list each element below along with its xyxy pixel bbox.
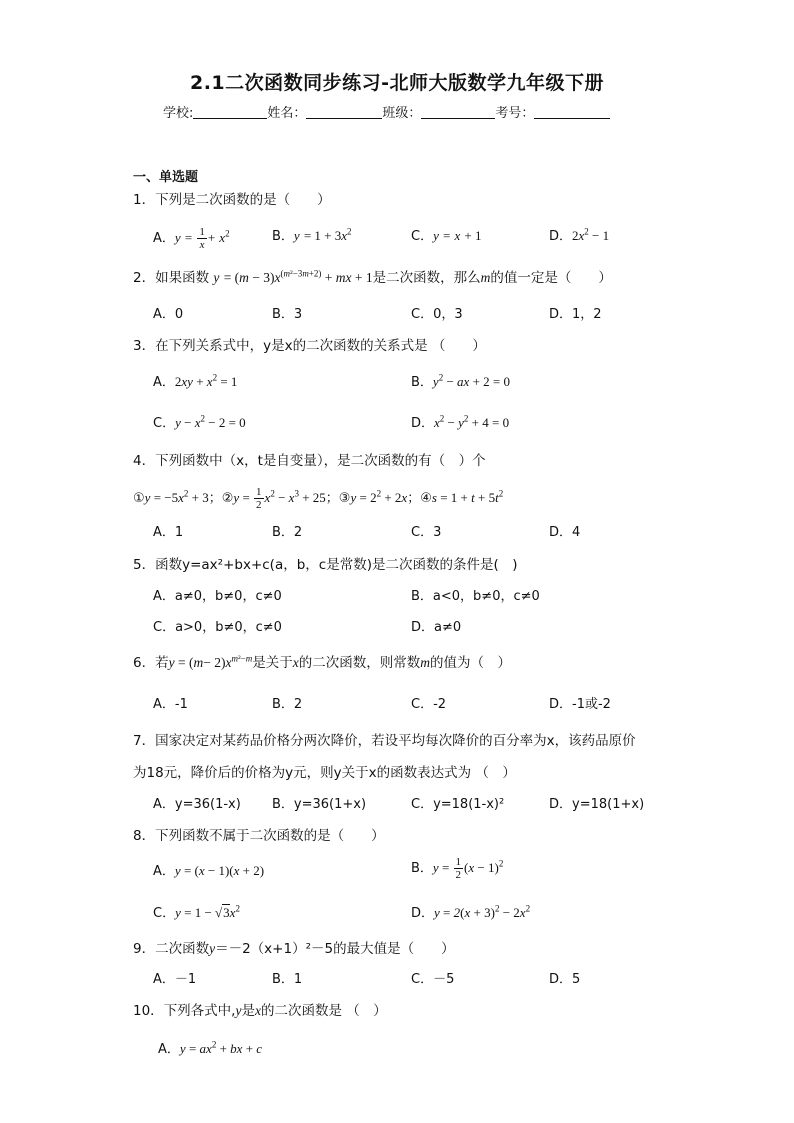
question-10: 10．下列各式中,y是x的二次函数是 （ ） — [133, 1003, 387, 1019]
option-2d[interactable]: D．1，2 — [549, 307, 602, 322]
option-label: A． — [153, 375, 175, 390]
school-blank[interactable] — [193, 104, 267, 119]
question-text: 在下列关系式中，y是x的二次函数的关系式是 （ ） — [155, 338, 486, 354]
option-5d[interactable]: D．a≠0 — [411, 620, 462, 635]
question-text: 的值为（ ） — [429, 655, 511, 671]
option-label: B． — [272, 229, 294, 244]
question-text: 下列函数不属于二次函数的是（ ） — [155, 828, 385, 844]
item-1: ①y = $-5x^2 + 3$ — [133, 488, 209, 506]
class-blank[interactable] — [421, 104, 495, 119]
option-1a[interactable]: A．y = $\frac{1}{x}$ + $x^2$ — [153, 226, 230, 251]
option-3d[interactable]: D．$x^2 - y^2 + 4 = 0$ — [411, 413, 510, 431]
option-4b[interactable]: B．2 — [272, 525, 303, 540]
option-2a[interactable]: A．0 — [153, 307, 184, 322]
exam-no-blank[interactable] — [534, 104, 610, 119]
class-label: 班级： — [382, 106, 422, 121]
question-1 — [133, 190, 331, 210]
question-text: 国家决定对某药品价格分两次降价，若设平均每次降价的百分率为x，该药品原价 — [155, 733, 636, 749]
option-label: C． — [153, 416, 176, 431]
question-4 — [133, 451, 486, 471]
item-4: ④s = $1 + t + 5t^2$ — [420, 488, 504, 506]
option-7b[interactable]: B．y=36(1+x) — [272, 797, 367, 812]
question-number: 9． — [133, 941, 156, 957]
question-text: 二次函数 — [155, 941, 210, 957]
option-6a[interactable]: A．-1 — [153, 697, 188, 712]
question-5 — [133, 555, 518, 575]
question-text: 函数y=ax²+bx+c(a，b，c是常数)是二次函数的条件是( ) — [155, 557, 518, 573]
option-6b[interactable]: B．2 — [272, 697, 303, 712]
option-label: A． — [153, 864, 175, 879]
option-label: C． — [411, 229, 434, 244]
question-text: 若 — [155, 655, 169, 671]
option-9d[interactable]: D．5 — [549, 972, 581, 987]
option-label: D． — [411, 906, 435, 921]
option-label: D． — [411, 416, 435, 431]
option-label: B． — [411, 375, 433, 390]
option-label: A． — [153, 231, 175, 246]
question-text: 的值一定是（ ） — [490, 270, 612, 286]
option-8c[interactable]: C．$y = 1 - √3x^2$ — [153, 903, 240, 921]
option-4a[interactable]: A．1 — [153, 525, 184, 540]
option-label: C． — [153, 906, 176, 921]
question-2: 2．如果函数 $y = (m - 3)x^{(m^2-3m+2)}$ + mx + 1是二次函数，那么m的值一定是（ ） — [133, 268, 612, 286]
question-text: 下列各式中, — [163, 1003, 236, 1019]
question-text: ＝－2（x+1）²－5的最大值是（ ） — [215, 941, 455, 957]
option-5c[interactable]: C．a>0，b≠0，c≠0 — [153, 620, 282, 635]
option-10a[interactable]: A．$y = ax^2$ + bx + c — [158, 1039, 263, 1057]
question-number: 8． — [133, 828, 156, 844]
name-label: 姓名： — [267, 106, 307, 121]
option-1d[interactable]: D．$2x^2 - 1$ — [549, 226, 610, 244]
item-3: ③y = $2^2 + 2x$ — [338, 488, 408, 506]
option-7a[interactable]: A．y=36(1-x) — [153, 797, 241, 812]
school-label: 学校: — [163, 106, 194, 121]
question-text: 下列是二次函数的是（ ） — [155, 192, 331, 208]
option-label: A． — [158, 1042, 180, 1057]
exam-no-label: 考号： — [495, 106, 535, 121]
question-number: 6． — [133, 655, 156, 671]
question-text: 是关于 — [252, 655, 293, 671]
option-5a[interactable]: A．a≠0，b≠0，c≠0 — [153, 589, 282, 604]
question-number: 3． — [133, 338, 156, 354]
option-9b[interactable]: B．1 — [272, 972, 303, 987]
option-label: B． — [411, 861, 433, 876]
question-text: 的二次函数是 （ ） — [260, 1003, 387, 1019]
option-9c[interactable]: C．－5 — [411, 972, 455, 987]
option-3a[interactable]: A．$2xy + x^2 = 1$ — [153, 372, 238, 390]
option-7c[interactable]: C．y=18(1-x)² — [411, 797, 505, 812]
question-number: 5． — [133, 557, 156, 573]
option-1c[interactable]: C．y = x + 1 — [411, 228, 482, 244]
option-9a[interactable]: A．－1 — [153, 972, 197, 987]
question-7-line-2: 为18元，降价后的价格为y元，则y关于x的函数表达式为 （ ） — [133, 765, 516, 781]
option-label: D． — [549, 229, 573, 244]
question-number: 7． — [133, 733, 156, 749]
option-3c[interactable]: C．$y - x^2 - 2 = 0$ — [153, 413, 246, 431]
option-8b[interactable]: B．y = $\frac{1}{2}$ $(x - 1)^2$ — [411, 856, 504, 881]
question-3 — [133, 336, 486, 356]
option-6d[interactable]: D．-1或-2 — [549, 697, 611, 712]
question-6: 6．若$y = (m- 2)x^{m^2-m}$是关于x的二次函数，则常数m的值为（ ） — [133, 653, 511, 671]
question-number: 2． — [133, 270, 156, 286]
option-8a[interactable]: A．y = (x − 1)(x + 2) — [153, 863, 265, 879]
option-2c[interactable]: C．0，3 — [411, 307, 463, 322]
option-2b[interactable]: B．3 — [272, 307, 303, 322]
question-4-items: ①y = $-5x^2 + 3$；②y = $\frac{1}{2}$ $x^2 - x^3 + 25$；③y = $2^2 + 2x$；④s = $1 + t + 5t^2$ — [133, 486, 504, 511]
question-9: 9．二次函数y＝－2（x+1）²－5的最大值是（ ） — [133, 941, 455, 957]
option-4c[interactable]: C．3 — [411, 525, 442, 540]
page-title: 2.1二次函数同步练习-北师大版数学九年级下册 — [189, 72, 605, 94]
question-number: 4． — [133, 453, 156, 469]
option-8d[interactable]: D．$y = 2(x + 3)^2 - 2x^2$ — [411, 903, 531, 921]
question-text: 下列函数中（x，t是自变量），是二次函数的有（ ）个 — [155, 453, 486, 469]
question-7 — [133, 731, 636, 751]
section-title: 一、单选题 — [133, 170, 199, 185]
student-info-row — [163, 102, 610, 121]
question-text: 如果函数 — [155, 270, 210, 286]
question-text: 是二次函数，那么 — [372, 270, 481, 286]
name-blank[interactable] — [306, 104, 382, 119]
option-5b[interactable]: B．a<0，b≠0，c≠0 — [411, 589, 540, 604]
option-3b[interactable]: B．$y^2$ − ax + 2 = 0 — [411, 372, 510, 390]
question-number: 10． — [133, 1003, 164, 1019]
question-text: 的二次函数，则常数 — [298, 655, 421, 671]
option-6c[interactable]: C．-2 — [411, 697, 447, 712]
option-4d[interactable]: D．4 — [549, 525, 581, 540]
question-text: 是 — [241, 1003, 255, 1019]
option-1b[interactable]: B．$y = 1 + 3x^2$ — [272, 226, 352, 244]
option-7d[interactable]: D．y=18(1+x) — [549, 797, 645, 812]
question-8 — [133, 826, 385, 846]
item-2: ②y = $\frac{1}{2}$ $x^2 - x^3 + 25$ — [221, 486, 326, 511]
question-number: 1． — [133, 192, 156, 208]
